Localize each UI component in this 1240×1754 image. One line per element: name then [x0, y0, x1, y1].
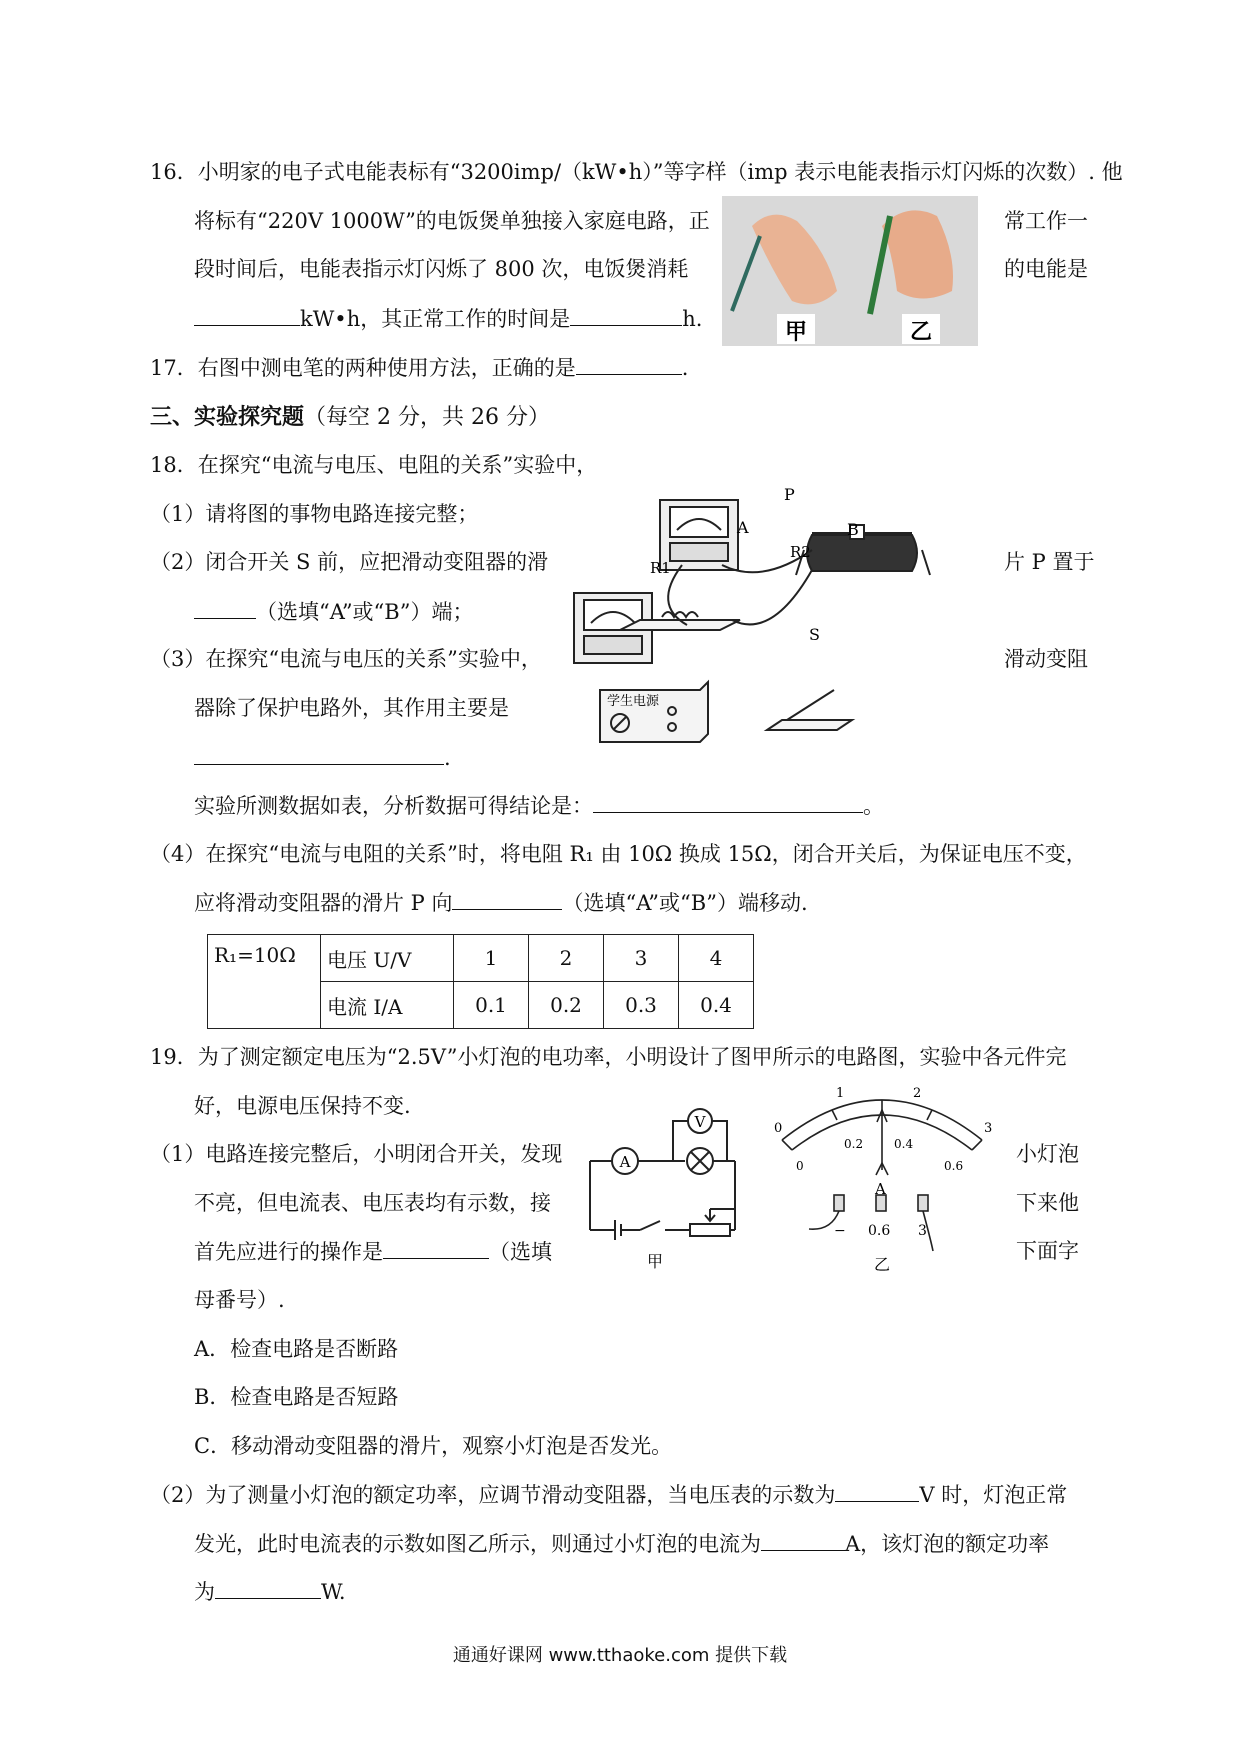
- ammeter-symbol: A: [619, 1153, 631, 1171]
- table-row-label-voltage: 电压 U/V: [321, 935, 454, 982]
- page-footer: 通通好课网 www.tthaoke.com 提供下载: [452, 1645, 788, 1666]
- q19-part1-line4: 母番号）.: [194, 1288, 285, 1312]
- q19-part2-text2: 发光，此时电流表的示数如图乙所示，则通过小灯泡的电流为: [194, 1532, 761, 1556]
- section-note: （每空 2 分，共 26 分）: [304, 405, 550, 430]
- q18-conclusion-end: 。: [863, 794, 884, 818]
- q17-text: 17．右图中测电笔的两种使用方法，正确的是: [150, 356, 576, 380]
- answer-blank[interactable]: [194, 303, 300, 326]
- q16-line3-end: 的电能是: [1004, 257, 1088, 281]
- fig-label-b: 乙: [909, 319, 933, 345]
- q19-part1-text: 首先应进行的操作是: [194, 1240, 383, 1264]
- q19-stem2: 好，电源电压保持不变.: [194, 1094, 411, 1118]
- scale-top-0: 0: [774, 1121, 783, 1136]
- q17-line: [150, 352, 688, 383]
- q18-part4: （4）在探究“电流与电阻的关系”时，将电阻 R₁ 由 10Ω 换成 15Ω，闭合开关后，为保证电压不变，: [150, 842, 1087, 866]
- table-cell: 0.2: [529, 982, 604, 1029]
- q16-line2-end: 常工作一: [1004, 209, 1088, 233]
- q18-part4-line2: [194, 887, 808, 918]
- q18-part2: （2）闭合开关 S 前，应把滑动变阻器的滑: [150, 550, 549, 574]
- table-cell: 1: [454, 935, 529, 982]
- answer-blank[interactable]: [194, 742, 444, 765]
- q18-part4-text: 应将滑动变阻器的滑片 P 向: [194, 891, 453, 915]
- scale-bottom-1: 0.2: [844, 1137, 864, 1151]
- q18-part2-choice: （选填“A”或“B”）端；: [256, 600, 474, 624]
- q18-part3-line2: 器除了保护电路外，其作用主要是: [194, 696, 509, 720]
- q18-conclusion-text: 实验所测数据如表，分析数据可得结论是：: [194, 794, 593, 818]
- q19-part2-line3: [194, 1576, 346, 1607]
- ammeter-dial-yi: [762, 1070, 1002, 1280]
- q18-part3-period: .: [444, 746, 451, 770]
- terminal-0-6: 0.6: [868, 1223, 891, 1239]
- q19-part1-line3-end: 下面字: [1016, 1239, 1079, 1263]
- q19-part2-line2: [194, 1528, 1049, 1559]
- option-c: C．移动滑动变阻器的滑片，观察小灯泡是否发光。: [194, 1434, 673, 1458]
- terminal-3: 3: [918, 1223, 927, 1239]
- scale-top-1: 1: [836, 1086, 845, 1101]
- q19-part2-text: （2）为了测量小灯泡的额定功率，应调节滑动变阻器，当电压表的示数为: [150, 1483, 836, 1507]
- q19-stem1: 19．为了测定额定电压为“2.5V”小灯泡的电功率，小明设计了图甲所示的电路图，实验中各元件完: [150, 1045, 1067, 1069]
- table-cell: 0.1: [454, 982, 529, 1029]
- scale-bottom-3: 0.6: [944, 1159, 964, 1173]
- q19-part2-text3: 为: [194, 1580, 215, 1604]
- section-title: 三、实验探究题: [150, 404, 305, 430]
- answer-blank[interactable]: [452, 887, 562, 910]
- q19-part1-choice: （选填: [489, 1240, 552, 1264]
- q18-part4-choice: （选填“A”或“B”）端移动.: [562, 891, 808, 915]
- test-pen-figure: [722, 196, 978, 346]
- table-cell: 3: [604, 935, 679, 982]
- q19-part2: [150, 1479, 1067, 1510]
- scale-bottom-2: 0.4: [894, 1137, 914, 1151]
- answer-blank[interactable]: [570, 303, 682, 326]
- q18-part3-line3: [194, 742, 451, 773]
- label-power-supply: 学生电源: [607, 694, 660, 709]
- q18-part3: （3）在探究“电流与电压的关系”实验中，: [150, 647, 542, 671]
- q18-stem: 18．在探究“电流与电压、电阻的关系”实验中，: [150, 453, 598, 477]
- q16-line4-text: kW•h，其正常工作的时间是: [300, 307, 571, 331]
- table-r-label: R₁=10Ω: [208, 935, 321, 1029]
- table-cell: 0.4: [679, 982, 754, 1029]
- answer-blank[interactable]: [761, 1528, 845, 1551]
- answer-blank[interactable]: [593, 790, 863, 813]
- voltmeter-symbol: V: [694, 1113, 706, 1131]
- option-b: B．检查电路是否短路: [194, 1385, 399, 1409]
- data-table: [207, 934, 754, 1029]
- q19-part1: （1）电路连接完整后，小明闭合开关，发现: [150, 1142, 563, 1166]
- scale-top-2: 2: [913, 1086, 922, 1101]
- answer-blank[interactable]: [835, 1479, 919, 1502]
- terminal-negative: −: [834, 1223, 846, 1239]
- answer-blank[interactable]: [383, 1236, 489, 1259]
- q19-part2-unit2: A，该灯泡的额定功率: [845, 1532, 1050, 1556]
- q19-part2-unit: V 时，灯泡正常: [919, 1483, 1068, 1507]
- q17-end: .: [681, 356, 689, 380]
- circuit-diagram-jia: [585, 1105, 745, 1275]
- q16-line4: [194, 303, 702, 334]
- table-cell: 4: [679, 935, 754, 982]
- q19-part1-line2: 不亮，但电流表、电压表均有示数，接: [194, 1191, 551, 1215]
- q18-part2-end: 片 P 置于: [1004, 550, 1095, 574]
- q18-conclusion: [194, 790, 884, 821]
- q16-line3: 段时间后，电能表指示灯闪烁了 800 次，电饭煲消耗: [194, 257, 689, 281]
- answer-blank[interactable]: [194, 596, 256, 619]
- label-S: S: [809, 625, 820, 644]
- label-R1: R1: [650, 559, 671, 577]
- label-P: P: [784, 485, 795, 504]
- scale-bottom-0: 0: [796, 1159, 804, 1173]
- answer-blank[interactable]: [215, 1576, 321, 1599]
- section-heading: [150, 402, 550, 433]
- table-row-label-current: 电流 I/A: [321, 982, 454, 1029]
- table-cell: 0.3: [604, 982, 679, 1029]
- q18-part1: （1）请将图的事物电路连接完整；: [150, 502, 479, 526]
- q18-part2-line2: [194, 596, 473, 627]
- circuit-apparatus-figure: [572, 485, 972, 757]
- label-R2: R2: [790, 543, 811, 561]
- q16-line2: 将标有“220V 1000W”的电饭煲单独接入家庭电路，正: [194, 209, 710, 233]
- q19-part1-end: 小灯泡: [1016, 1142, 1079, 1166]
- scale-top-3: 3: [984, 1121, 993, 1136]
- table-cell: 2: [529, 935, 604, 982]
- fig-jia-label: 甲: [646, 1252, 664, 1271]
- q16-line4-unit: h.: [682, 307, 703, 331]
- q16-line1: 16．小明家的电子式电能表标有“3200imp/（kW•h）”等字样（imp 表示电能表指示灯闪烁的次数）. 他: [150, 160, 1123, 184]
- fig-label-a: 甲: [784, 319, 808, 345]
- label-A: A: [737, 518, 749, 537]
- fig-yi-label: 乙: [874, 1255, 891, 1274]
- q19-part2-unit3: W.: [321, 1580, 346, 1604]
- q19-part1-line2-end: 下来他: [1016, 1191, 1079, 1215]
- label-B: B: [847, 520, 859, 539]
- q19-part1-line3: [194, 1236, 552, 1267]
- q18-part3-end: 滑动变阻: [1004, 647, 1088, 671]
- answer-blank[interactable]: [576, 352, 682, 375]
- meter-letter: A: [875, 1180, 886, 1198]
- option-a: A．检查电路是否断路: [194, 1337, 399, 1361]
